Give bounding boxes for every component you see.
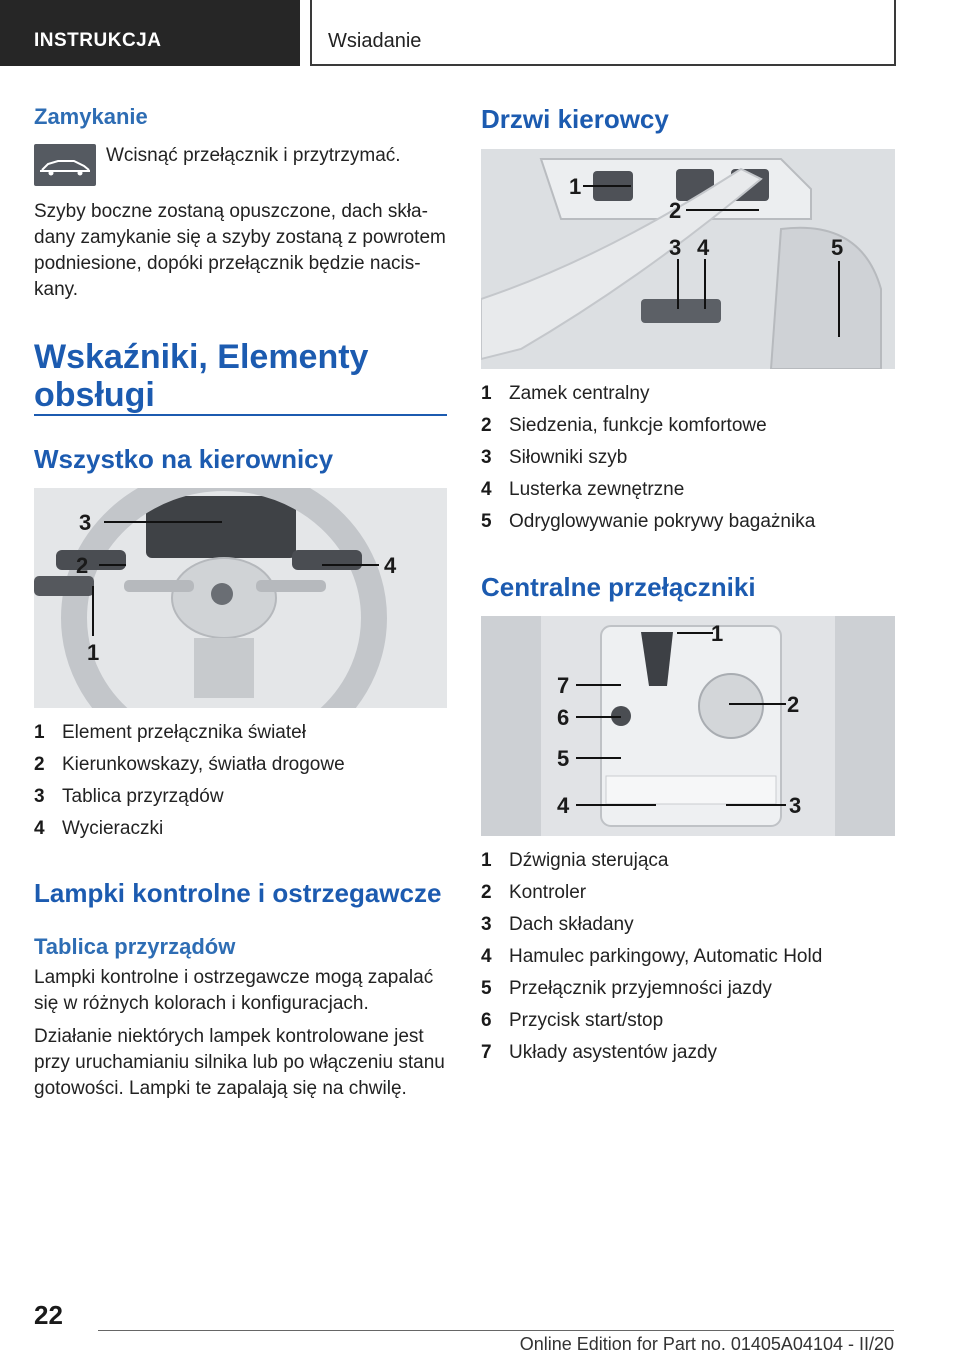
steering-callout: 4 — [384, 553, 397, 578]
steering-legend — [34, 717, 447, 845]
cluster-paragraph-2: Działanie niektórych lampek kontrolowane jest przy uruchamianiu silnika lub po włączeniu stanu gotowości. Lampki te zapalają się na chwilę. — [34, 1026, 445, 1099]
console-callout: 6 — [557, 705, 570, 730]
console-callout: 7 — [557, 673, 570, 698]
controller-knob-shape — [699, 674, 763, 738]
console-callout: 1 — [711, 621, 724, 646]
cluster-paragraph-1: Lampki kontrolne i ostrzegawcze mogą zapalać się w różnych kolorach i konfiguracjach. — [34, 967, 434, 1014]
warning-heading: Lampki kontrolne i ostrzegawcze — [34, 878, 442, 908]
item-number: 2 — [481, 415, 492, 436]
item-number: 1 — [481, 850, 492, 871]
footer-divider — [98, 1330, 894, 1331]
console-callout: 3 — [789, 793, 802, 818]
wiper-stalk — [292, 550, 362, 570]
console-legend — [481, 845, 895, 1069]
item-number: 3 — [481, 914, 492, 935]
page-number: 22 — [34, 1300, 63, 1330]
list-item — [481, 1005, 895, 1037]
item-text: Przełącznik przyjemności jazdy — [509, 978, 772, 999]
door-callout: 1 — [569, 174, 582, 199]
header-chapter-tab: Wsiadanie — [310, 0, 896, 66]
console-callout: 5 — [557, 746, 570, 771]
item-number: 3 — [481, 447, 492, 468]
door-heading: Drzwi kierowcy — [481, 104, 669, 134]
item-text: Tablica przyrządów — [62, 786, 224, 807]
light-switch-shape — [34, 576, 94, 596]
steering-callout: 3 — [79, 510, 92, 535]
item-number: 6 — [481, 1010, 492, 1031]
console-callout: 4 — [557, 793, 570, 818]
item-text: Siłowniki szyb — [509, 447, 628, 468]
list-item — [481, 877, 895, 909]
item-text: Dach składany — [509, 914, 634, 935]
item-number: 1 — [34, 722, 45, 743]
header-section-tab: INSTRUKCJA — [0, 0, 300, 66]
door-callout: 4 — [697, 235, 710, 260]
door-legend — [481, 378, 895, 538]
cluster-subheading: Tablica przyrządów — [34, 934, 236, 959]
item-number: 7 — [481, 1042, 492, 1063]
list-item — [481, 474, 895, 506]
list-item — [481, 442, 895, 474]
item-number: 2 — [34, 754, 45, 775]
item-number: 2 — [481, 882, 492, 903]
main-heading: Wskaźniki, Elementy obsługi — [34, 338, 369, 414]
item-text: Kontroler — [509, 882, 587, 903]
item-text: Element przełącznika świateł — [62, 722, 306, 743]
item-number: 3 — [34, 786, 45, 807]
list-item — [481, 378, 895, 410]
item-text: Dźwignia sterująca — [509, 850, 669, 871]
door-callout: 2 — [669, 198, 682, 223]
list-item — [481, 941, 895, 973]
list-item — [481, 506, 895, 538]
item-number: 1 — [481, 383, 492, 404]
list-item — [481, 973, 895, 1005]
door-callout: 3 — [669, 235, 682, 260]
list-item — [481, 1037, 895, 1069]
steering-callout: 1 — [87, 640, 100, 665]
center-console-figure — [481, 616, 895, 836]
item-text: Lusterka zewnętrzne — [509, 479, 685, 500]
steering-callout: 2 — [76, 553, 89, 578]
item-text: Kierunkowskazy, światła drogowe — [62, 754, 345, 775]
door-callout: 5 — [831, 235, 844, 260]
steering-logo-shape — [211, 583, 233, 605]
list-item — [34, 717, 447, 749]
item-text: Zamek centralny — [509, 383, 650, 404]
item-number: 4 — [34, 818, 45, 839]
list-item — [481, 410, 895, 442]
item-number: 5 — [481, 978, 492, 999]
list-item — [481, 909, 895, 941]
item-text: Odryglowywanie pokrywy bagażnika — [509, 511, 816, 532]
steering-heading: Wszystko na kierownicy — [34, 444, 334, 474]
item-text: Siedzenia, funkcje komfortowe — [509, 415, 767, 436]
item-text: Układy asystentów jazdy — [509, 1042, 718, 1063]
item-text: Wycieraczki — [62, 818, 164, 839]
steering-wheel-figure — [34, 488, 447, 708]
item-number: 4 — [481, 479, 492, 500]
turn-signal-stalk — [56, 550, 126, 570]
heading-rule — [34, 414, 447, 416]
list-item — [481, 845, 895, 877]
console-heading: Centralne przełączniki — [481, 572, 756, 602]
item-text: Przycisk start/stop — [509, 1010, 664, 1031]
item-number: 4 — [481, 946, 492, 967]
closing-body: Szyby boczne zostaną opuszczone, dach skła-dany zamykanie się a szyby zostaną z powrotem podniesione, dopóki przełącznik będzie nacis-kany. — [34, 201, 446, 300]
window-switch-block — [641, 299, 721, 323]
convertible-roof-button-icon — [34, 144, 96, 186]
footer-edition: Online Edition for Part no. 01405A04104 - II/20 — [519, 1334, 894, 1354]
list-item — [34, 781, 447, 813]
closing-instruction: Wcisnąć przełącznik i przytrzymać. — [106, 145, 401, 166]
closing-title: Zamykanie — [34, 104, 148, 129]
instrument-cluster-shape — [146, 496, 296, 558]
list-item — [34, 813, 447, 845]
item-number: 5 — [481, 511, 492, 532]
item-text: Hamulec parkingowy, Automatic Hold — [509, 946, 823, 967]
driver-door-figure — [481, 149, 895, 369]
console-callout: 2 — [787, 692, 800, 717]
list-item — [34, 749, 447, 781]
